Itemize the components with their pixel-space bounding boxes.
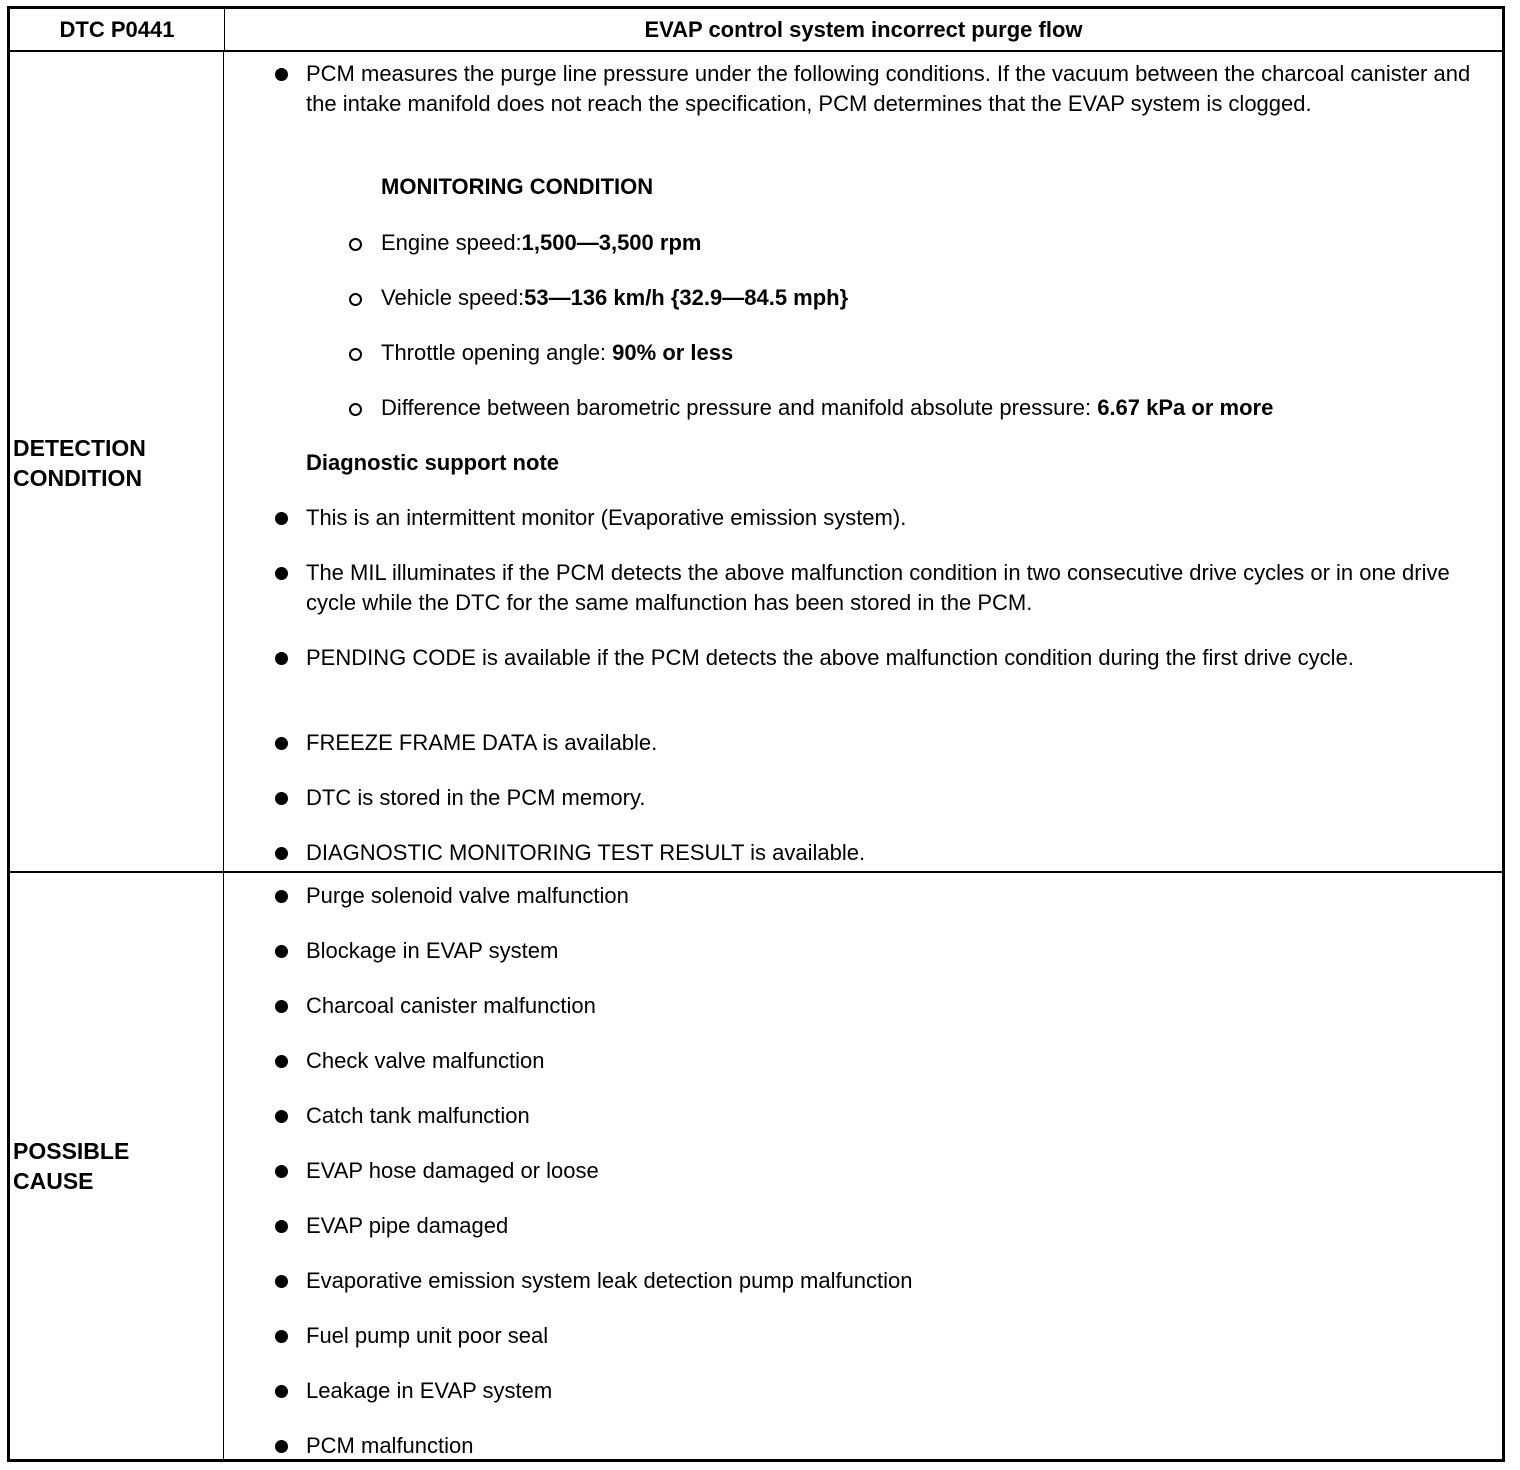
dtc-code-header	[10, 9, 225, 52]
note-text: PENDING CODE is available if the PCM detects the above malfunction condition during the first drive cycle.	[306, 645, 1354, 670]
bullet-icon	[275, 1330, 288, 1343]
circle-bullet-icon	[349, 403, 362, 416]
detection-condition-content	[225, 52, 1502, 873]
note-text: The MIL illuminates if the PCM detects the above malfunction condition in two consecutive drive cycles or in one drive cycle while the DTC for the same malfunction has been stored in the PCM.	[306, 560, 1450, 615]
condition-value: 1,500—3,500 rpm	[521, 230, 702, 255]
detection-label-line2: CONDITION	[13, 464, 143, 491]
bullet-icon	[275, 68, 288, 81]
bullet-icon	[275, 1165, 288, 1178]
note-text: This is an intermittent monitor (Evaporative emission system).	[306, 505, 907, 530]
bullet-icon	[275, 512, 288, 525]
monitoring-heading-text: MONITORING CONDITION	[381, 174, 654, 199]
bullet-icon	[275, 652, 288, 665]
condition-value: 53—136 km/h {32.9—84.5 mph}	[524, 285, 849, 310]
possible-cause-content	[225, 873, 1502, 1459]
bullet-icon	[275, 1110, 288, 1123]
condition-label: Throttle opening angle:	[381, 340, 613, 365]
cause-label-line1: POSSIBLE	[13, 1138, 130, 1164]
detection-label-line1: DETECTION	[13, 434, 146, 461]
circle-bullet-icon	[349, 348, 362, 361]
condition-label: Vehicle speed:	[381, 285, 525, 310]
cause-text: PCM malfunction	[306, 1433, 474, 1458]
note-text: FREEZE FRAME DATA is available.	[306, 730, 658, 755]
bullet-icon	[275, 1275, 288, 1288]
detection-condition-label	[10, 52, 224, 873]
bullet-icon	[275, 1440, 288, 1453]
note-text: DTC is stored in the PCM memory.	[306, 785, 646, 810]
cause-text: Leakage in EVAP system	[306, 1378, 553, 1403]
condition-label: Difference between barometric pressure and manifold absolute pressure:	[381, 395, 1098, 420]
dtc-title: EVAP control system incorrect purge flow	[644, 16, 1083, 42]
cause-text: EVAP pipe damaged	[306, 1213, 509, 1238]
bullet-icon	[275, 792, 288, 805]
cause-text: Catch tank malfunction	[306, 1103, 530, 1128]
note-text: DIAGNOSTIC MONITORING TEST RESULT is available.	[306, 840, 866, 865]
dtc-table	[7, 6, 1505, 1462]
cause-text: Fuel pump unit poor seal	[306, 1323, 549, 1348]
bullet-icon	[275, 945, 288, 958]
bullet-icon	[275, 890, 288, 903]
bullet-icon	[275, 1055, 288, 1068]
condition-label: Engine speed:	[381, 230, 522, 255]
bullet-icon	[275, 567, 288, 580]
dtc-code: DTC P0441	[59, 16, 175, 42]
bullet-icon	[275, 1000, 288, 1013]
condition-value: 6.67 kPa or more	[1097, 395, 1274, 420]
cause-text: Blockage in EVAP system	[306, 938, 559, 963]
circle-bullet-icon	[349, 293, 362, 306]
cause-text: Evaporative emission system leak detection pump malfunction	[306, 1268, 913, 1293]
bullet-icon	[275, 1220, 288, 1233]
condition-value: 90% or less	[612, 340, 734, 365]
bullet-icon	[275, 737, 288, 750]
cause-label-line2: CAUSE	[13, 1168, 94, 1194]
cause-text: Purge solenoid valve malfunction	[306, 883, 629, 908]
intro-text: PCM measures the purge line pressure under the following conditions. If the vacuum between the charcoal canister and the intake manifold does not reach the specification, PCM determines that the EVAP system is clogged.	[306, 61, 1471, 116]
dtc-title-header	[225, 9, 1502, 52]
support-heading-text: Diagnostic support note	[306, 450, 559, 475]
cause-text: Check valve malfunction	[306, 1048, 545, 1073]
cause-text: EVAP hose damaged or loose	[306, 1158, 599, 1183]
possible-cause-label	[10, 873, 224, 1459]
circle-bullet-icon	[349, 238, 362, 251]
bullet-icon	[275, 1385, 288, 1398]
bullet-icon	[275, 847, 288, 860]
cause-text: Charcoal canister malfunction	[306, 993, 596, 1018]
